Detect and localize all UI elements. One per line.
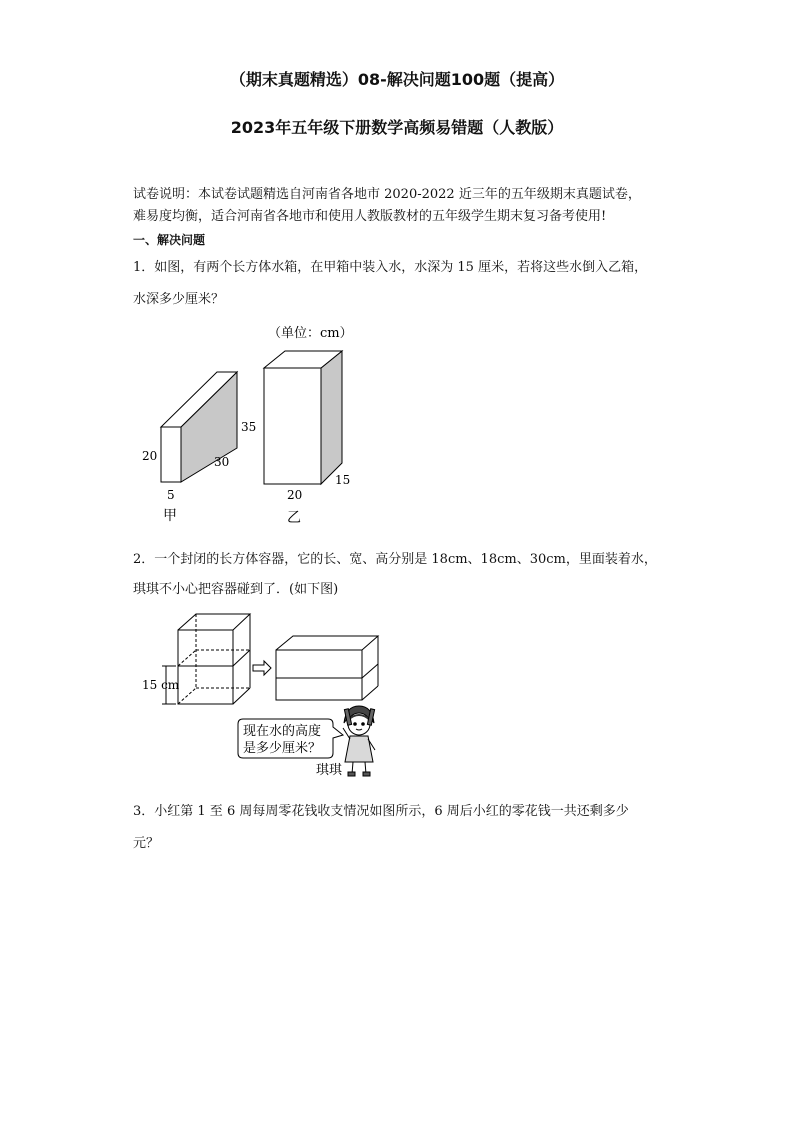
right-arrow-icon [253, 661, 271, 675]
box-b-height-label: 35 [241, 420, 257, 434]
question-2-text [133, 545, 678, 605]
question-1-text [133, 252, 678, 316]
tipped-container [276, 636, 378, 700]
box-a-height-label: 20 [142, 449, 158, 463]
section-heading: 一、解决问题 [133, 233, 206, 247]
q1-boxes-figure [130, 318, 370, 528]
girl-name-label: 琪琪 [316, 763, 343, 778]
q1-line-1: 1．如图，有两个长方体水箱，在甲箱中装入水，水深为 15 厘米，若将这些水倒入乙箱， [133, 260, 648, 275]
q3-line-2: 元？ [133, 836, 160, 851]
box-b-name: 乙 [287, 510, 301, 526]
q3-line-1: 3．小红第 1 至 6 周每周零花钱收支情况如图所示，6 周后小红的零花钱一共还剩多少 [133, 804, 629, 819]
girl-qiqi-illustration [343, 706, 375, 776]
intro-line-2: 难易度均衡，适合河南省各地市和使用人教版教材的五年级学生期末复习备考使用! [133, 209, 607, 224]
q2-container-figure [140, 610, 400, 785]
q2-line-1: 2．一个封闭的长方体容器，它的长、宽、高分别是 18cm、18cm、30cm，里面装着水， [133, 552, 657, 567]
box-b-drawing [264, 351, 342, 484]
bubble-text-line-1: 现在水的高度 [243, 724, 322, 739]
question-3-text [133, 796, 678, 860]
document-title-line-2: 2023年五年级下册数学高频易错题（人教版） [230, 118, 564, 137]
upright-container [178, 614, 250, 704]
box-b-depth-label: 15 [335, 473, 351, 487]
bubble-text-line-2: 是多少厘米？ [243, 741, 322, 756]
q2-line-2: 琪琪不小心把容器碰到了．(如下图) [133, 582, 339, 597]
q1-unit-label: （单位：cm） [268, 326, 353, 341]
exam-intro [133, 184, 678, 228]
intro-line-1: 试卷说明：本试卷试题精选自河南省各地市 2020-2022 近三年的五年级期末真题试卷， [133, 187, 641, 202]
q1-line-2: 水深多少厘米？ [133, 292, 225, 307]
box-a-depth-label: 30 [214, 455, 230, 469]
box-a-name: 甲 [163, 508, 177, 524]
water-depth-label: 15 cm [142, 678, 180, 692]
box-b-width-label: 20 [287, 488, 303, 502]
box-a-width-label: 5 [167, 488, 175, 502]
document-title-line-1: （期末真题精选）08-解决问题100题（提高） [229, 70, 565, 89]
